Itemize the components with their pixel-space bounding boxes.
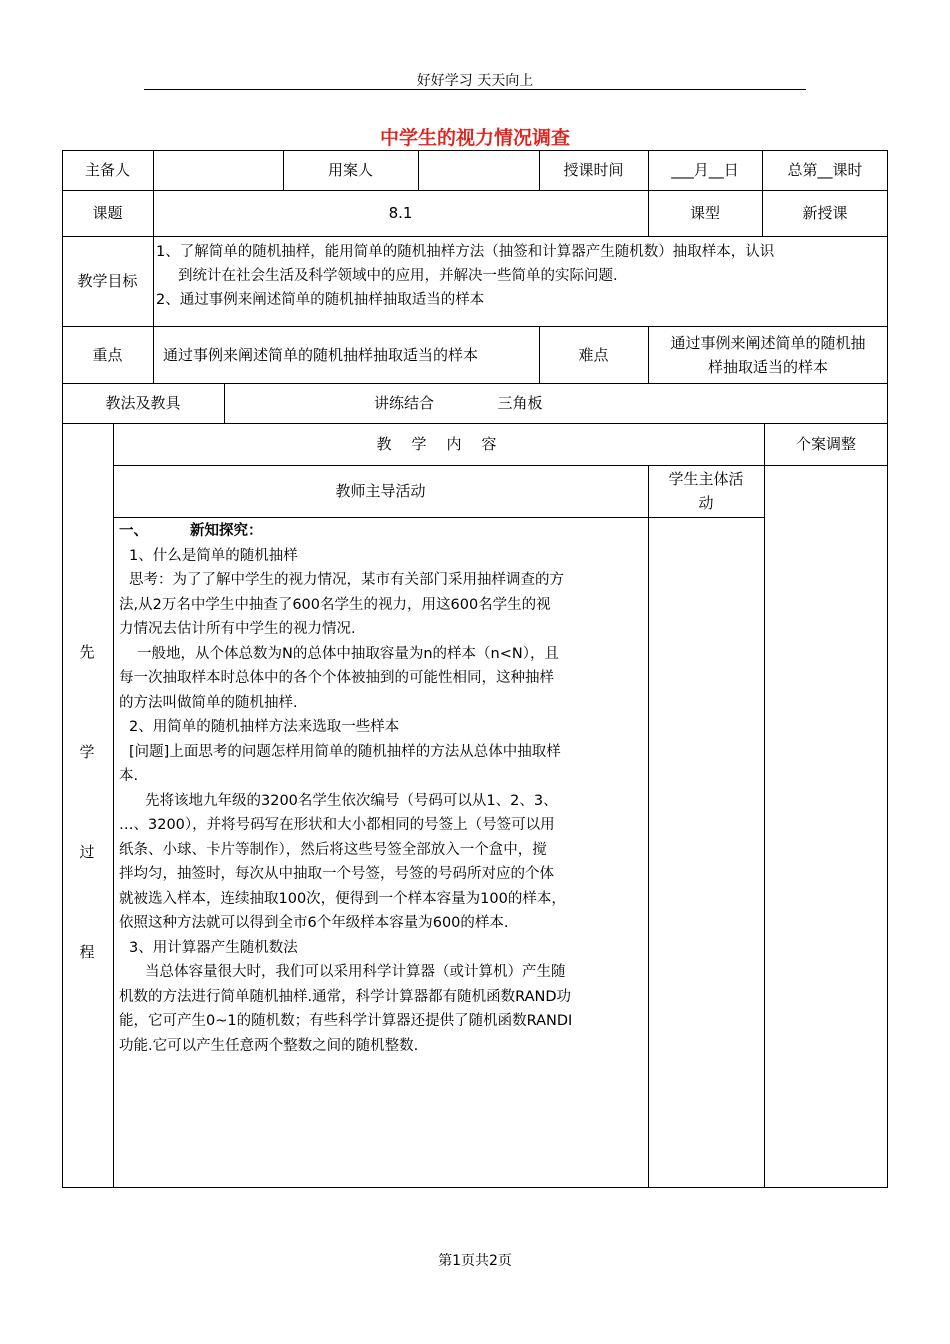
user-label: 用案人 <box>327 161 373 179</box>
section-heading <box>119 519 645 544</box>
content-line: 纸条、小球、卡片等制作），然后将这些号签全部放入一个盒中，搅 <box>119 841 547 858</box>
process-side-char: 学 <box>79 743 95 761</box>
objective-line: 2、通过事例来阐述简单的随机抽样抽取适当的样本 <box>156 292 485 308</box>
content-line: [问题]上面思考的问题怎样用简单的随机抽样的方法从总体中抽取样 <box>129 743 561 760</box>
content-line: 3、用计算器产生随机数法 <box>129 939 298 956</box>
difficulty-line: 通过事例来阐述简单的随机抽 <box>670 333 866 352</box>
section-title: 新知探究： <box>190 523 263 539</box>
content-line: 机数的方法进行简单随机抽样.通常，科学计算器都有随机函数RAND功 <box>119 988 572 1005</box>
key-point-label: 重点 <box>92 345 123 364</box>
content-line: 当总体容量很大时，我们可以采用科学计算器（或计算机）产生随 <box>145 964 566 980</box>
objectives-label: 教学目标 <box>77 272 138 290</box>
process-side-char: 先 <box>79 643 95 661</box>
difficulty-value <box>648 326 888 383</box>
content-line: 力情况去估计所有中学生的视力情况. <box>119 621 356 637</box>
row-divider <box>62 236 888 237</box>
col-divider <box>113 423 114 1188</box>
adjust-header: 个案调整 <box>795 435 856 453</box>
content-line: 拌均匀，抽签时，每次从中抽取一个号签，号签的号码所对应的个体 <box>119 866 554 882</box>
content-header: 教学内容 <box>376 435 517 453</box>
content-line: 思考：为了了解中学生的视力情况，某市有关部门采用抽样调查的方 <box>129 572 564 588</box>
header-rule <box>144 89 806 90</box>
user-value <box>418 150 539 190</box>
page-footer: 第1页共2页 <box>438 1253 512 1269</box>
content-line: 本. <box>119 768 139 784</box>
content-line: 先将该地九年级的3200名学生依次编号（号码可以从1、2、3、 <box>145 792 558 809</box>
teacher-activity-header: 教师主导活动 <box>335 482 426 500</box>
difficulty-label: 难点 <box>578 345 609 364</box>
student-header-line: 学生主体活 <box>668 470 744 488</box>
header-motto: 好好学习 天天向上 <box>416 73 534 89</box>
key-point-value: 通过事例来阐述简单的随机抽样抽取适当的样本 <box>163 345 479 364</box>
row-divider <box>113 517 764 518</box>
topic-value: 8.1 <box>388 204 413 222</box>
class-time-label: 授课时间 <box>563 161 624 179</box>
method-label: 教法及教具 <box>105 394 181 412</box>
class-time-value: ___月__日 <box>671 161 739 179</box>
content-line: 功能.它可以产生任意两个整数之间的随机整数. <box>119 1037 419 1054</box>
student-header-line: 动 <box>698 494 714 512</box>
preparer-label: 主备人 <box>84 161 130 179</box>
col-divider <box>648 465 649 1188</box>
method-value-2: 三角板 <box>497 394 543 412</box>
teacher-activity-content <box>119 519 645 1058</box>
content-line: …、3200），并将号码写在形状和大小都相同的号签上（号签可以用 <box>119 817 555 833</box>
objective-line: 到统计在社会生活及科学领域中的应用，并解决一些简单的实际问题. <box>178 268 618 284</box>
difficulty-line: 样抽取适当的样本 <box>707 357 828 376</box>
lesson-type-label: 课型 <box>689 204 720 222</box>
process-side-char: 过 <box>79 843 95 861</box>
method-value-1: 讲练结合 <box>373 394 434 412</box>
content-line: 的方法叫做简单的随机抽样. <box>119 694 298 711</box>
process-side-char: 程 <box>79 943 95 961</box>
topic-label: 课题 <box>92 204 123 222</box>
lesson-type-value: 新授课 <box>802 204 848 222</box>
col-divider <box>764 423 765 1188</box>
objectives-text <box>156 240 884 312</box>
objective-line: 1、了解简单的随机抽样，能用简单的随机抽样方法（抽签和计算器产生随机数）抽取样本，认识 <box>156 244 775 260</box>
period-label: 总第__课时 <box>787 161 863 179</box>
content-line: 依照这种方法就可以得到全市6个年级样本容量为600的样本. <box>119 915 509 931</box>
content-line: 就被选入样本，连续抽取100次，便得到一个样本容量为100的样本， <box>119 890 566 907</box>
content-line: 法,从2万名中学生中抽查了600名学生的视力，用这600名学生的视 <box>119 596 551 613</box>
content-line: 每一次抽取样本时总体中的各个个体被抽到的可能性相同，这种抽样 <box>119 670 554 686</box>
section-number: 一、 <box>119 523 148 539</box>
content-line: 2、用简单的随机抽样方法来选取一些样本 <box>129 719 400 735</box>
content-line: 一般地，从个体总数为N的总体中抽取容量为n的样本（n<N），且 <box>137 645 559 662</box>
content-line: 能，它可产生0~1的随机数；有些科学计算器还提供了随机函数RANDI <box>119 1013 573 1029</box>
document-title: 中学生的视力情况调查 <box>379 127 570 149</box>
preparer-value <box>153 150 283 190</box>
student-activity-header <box>648 465 764 517</box>
content-line: 1、什么是简单的随机抽样 <box>129 547 298 564</box>
